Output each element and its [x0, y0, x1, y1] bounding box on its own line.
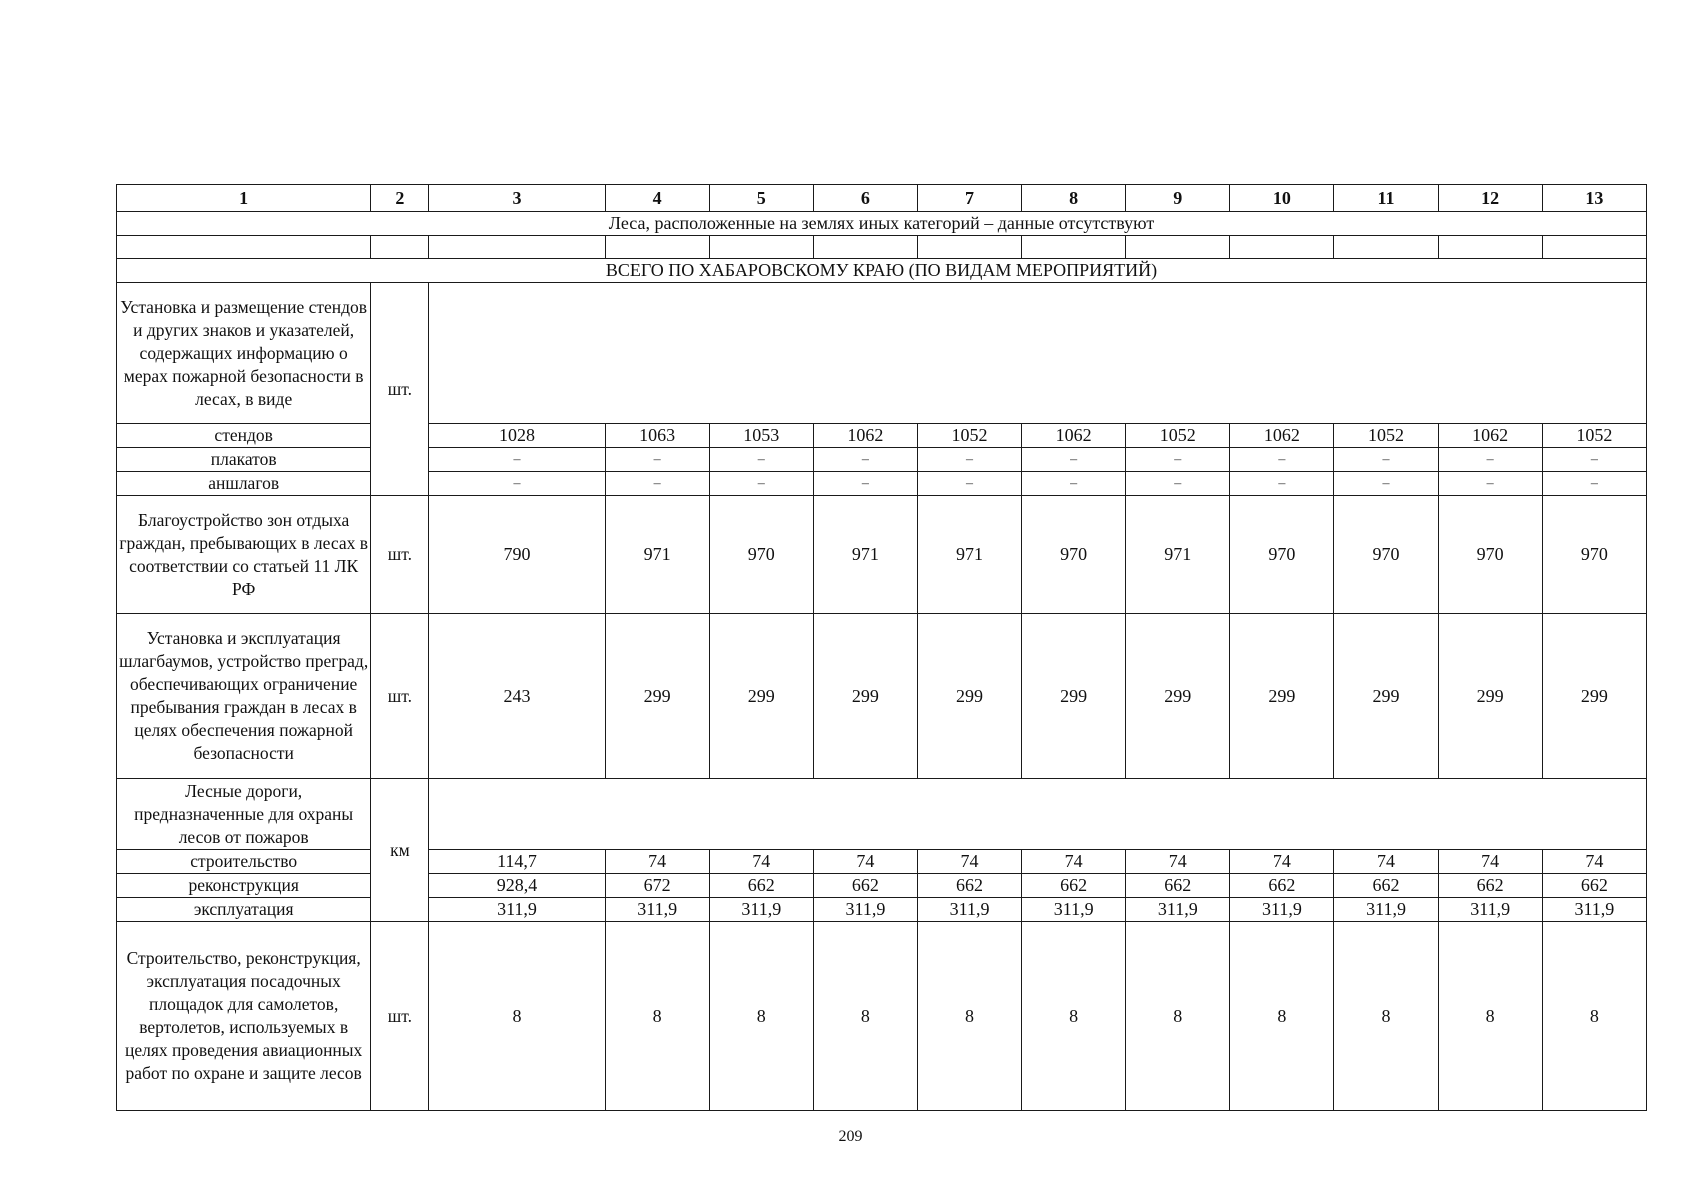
row-roads-operation [117, 898, 1647, 922]
value-cell: 74 [709, 850, 813, 874]
value-cell: – [1334, 448, 1438, 472]
value-cell: 672 [605, 874, 709, 898]
header-col-8: 8 [1022, 185, 1126, 212]
value-cell: 8 [917, 922, 1021, 1111]
value-cell: 8 [1542, 922, 1646, 1111]
banner-row-other-lands [117, 212, 1647, 236]
value-cell: – [1126, 472, 1230, 496]
value-cell: 8 [813, 922, 917, 1111]
row-rest-zones [117, 496, 1647, 614]
value-cell: 311,9 [1438, 898, 1542, 922]
value-cell: 311,9 [1230, 898, 1334, 922]
value-cell: 299 [605, 614, 709, 779]
value-cell: 311,9 [1126, 898, 1230, 922]
row-stands-stendov [117, 424, 1647, 448]
value-cell: 1062 [1022, 424, 1126, 448]
value-cell: 1052 [1334, 424, 1438, 448]
value-cell: – [813, 472, 917, 496]
value-cell: 74 [1334, 850, 1438, 874]
value-cell: 1052 [917, 424, 1021, 448]
banner-row-total [117, 259, 1647, 283]
value-cell: 299 [1542, 614, 1646, 779]
value-cell: – [1542, 448, 1646, 472]
value-cell: – [429, 448, 605, 472]
header-col-13: 13 [1542, 185, 1646, 212]
value-cell: 8 [1022, 922, 1126, 1111]
header-col-9: 9 [1126, 185, 1230, 212]
row-label-roads: Лесные дороги, предназначенные для охраны лесов от пожаров [117, 779, 371, 850]
value-cell: – [709, 472, 813, 496]
banner-other-lands: Леса, расположенные на землях иных категорий – данные отсутствуют [117, 212, 1647, 236]
row-landing-pads [117, 922, 1647, 1111]
sub-row-label: плакатов [117, 448, 371, 472]
value-cell: 662 [1334, 874, 1438, 898]
value-cell: 8 [605, 922, 709, 1111]
header-col-10: 10 [1230, 185, 1334, 212]
value-cell: 74 [605, 850, 709, 874]
value-cell: 74 [917, 850, 1021, 874]
value-cell: 971 [605, 496, 709, 614]
value-cell: 311,9 [917, 898, 1021, 922]
empty-span-cell [429, 283, 1647, 424]
empty-span-cell [429, 779, 1647, 850]
value-cell: – [429, 472, 605, 496]
page-number: 209 [838, 1128, 863, 1145]
row-stands-plakatov [117, 448, 1647, 472]
value-cell: 8 [1230, 922, 1334, 1111]
value-cell: – [1126, 448, 1230, 472]
value-cell: 8 [1126, 922, 1230, 1111]
value-cell: 8 [1334, 922, 1438, 1111]
value-cell: 8 [1438, 922, 1542, 1111]
value-cell: – [1438, 448, 1542, 472]
value-cell: – [605, 448, 709, 472]
value-cell: 74 [1126, 850, 1230, 874]
row-unit-barriers: шт. [371, 614, 429, 779]
document-sheet [116, 184, 1647, 1111]
row-stands-anshlagov [117, 472, 1647, 496]
value-cell: 1028 [429, 424, 605, 448]
value-cell: 662 [813, 874, 917, 898]
value-cell: 970 [1438, 496, 1542, 614]
value-cell: 971 [813, 496, 917, 614]
value-cell: 74 [1230, 850, 1334, 874]
row-label-rest-zones: Благоустройство зон отдыха граждан, пребывающих в лесах в соответствии со статьей 11 ЛК РФ [117, 496, 371, 614]
value-cell: 243 [429, 614, 605, 779]
forest-fire-measures-table [116, 184, 1647, 1111]
row-unit-stands: шт. [371, 283, 429, 496]
row-unit-roads: км [371, 779, 429, 922]
sub-row-label: эксплуатация [117, 898, 371, 922]
header-row [117, 185, 1647, 212]
row-label-stands: Установка и размещение стендов и других знаков и указателей, содержащих информацию о мерах пожарной безопасности в лесах, в виде [117, 283, 371, 424]
value-cell: 74 [1022, 850, 1126, 874]
value-cell: 790 [429, 496, 605, 614]
value-cell: 1062 [1438, 424, 1542, 448]
value-cell: 662 [709, 874, 813, 898]
value-cell: 8 [709, 922, 813, 1111]
blank-row [117, 236, 1647, 259]
value-cell: 1062 [1230, 424, 1334, 448]
value-cell: 662 [1542, 874, 1646, 898]
value-cell: – [1438, 472, 1542, 496]
value-cell: 662 [917, 874, 1021, 898]
value-cell: – [917, 472, 1021, 496]
header-col-5: 5 [709, 185, 813, 212]
row-roads-construction [117, 850, 1647, 874]
value-cell: 928,4 [429, 874, 605, 898]
value-cell: 970 [1334, 496, 1438, 614]
value-cell: 299 [917, 614, 1021, 779]
value-cell: 311,9 [1334, 898, 1438, 922]
header-col-3: 3 [429, 185, 605, 212]
value-cell: 114,7 [429, 850, 605, 874]
value-cell: 970 [709, 496, 813, 614]
value-cell: 971 [1126, 496, 1230, 614]
value-cell: 970 [1230, 496, 1334, 614]
value-cell: 299 [1022, 614, 1126, 779]
value-cell: 1052 [1542, 424, 1646, 448]
row-barriers [117, 614, 1647, 779]
value-cell: 74 [813, 850, 917, 874]
value-cell: 299 [1334, 614, 1438, 779]
banner-total: ВСЕГО ПО ХАБАРОВСКОМУ КРАЮ (ПО ВИДАМ МЕРОПРИЯТИЙ) [117, 259, 1647, 283]
value-cell: 311,9 [1542, 898, 1646, 922]
header-col-6: 6 [813, 185, 917, 212]
value-cell: 1063 [605, 424, 709, 448]
value-cell: 662 [1126, 874, 1230, 898]
value-cell: – [709, 448, 813, 472]
value-cell: 311,9 [1022, 898, 1126, 922]
value-cell: 311,9 [813, 898, 917, 922]
row-unit-rest-zones: шт. [371, 496, 429, 614]
value-cell: 74 [1438, 850, 1542, 874]
value-cell: 299 [1126, 614, 1230, 779]
value-cell: 1053 [709, 424, 813, 448]
value-cell: 299 [709, 614, 813, 779]
value-cell: 8 [429, 922, 605, 1111]
value-cell: – [1230, 472, 1334, 496]
sub-row-label: стендов [117, 424, 371, 448]
sub-row-label: аншлагов [117, 472, 371, 496]
value-cell: 662 [1022, 874, 1126, 898]
header-col-4: 4 [605, 185, 709, 212]
row-unit-landing-pads: шт. [371, 922, 429, 1111]
value-cell: 299 [813, 614, 917, 779]
row-roads-label [117, 779, 1647, 850]
header-col-1: 1 [117, 185, 371, 212]
header-col-12: 12 [1438, 185, 1542, 212]
value-cell: 1052 [1126, 424, 1230, 448]
row-stands-label [117, 283, 1647, 424]
row-roads-reconstruction [117, 874, 1647, 898]
value-cell: 662 [1438, 874, 1542, 898]
value-cell: 662 [1230, 874, 1334, 898]
header-col-11: 11 [1334, 185, 1438, 212]
value-cell: – [605, 472, 709, 496]
value-cell: 970 [1022, 496, 1126, 614]
value-cell: 311,9 [429, 898, 605, 922]
value-cell: 971 [917, 496, 1021, 614]
value-cell: – [917, 448, 1021, 472]
value-cell: – [1542, 472, 1646, 496]
header-col-2: 2 [371, 185, 429, 212]
value-cell: 970 [1542, 496, 1646, 614]
header-col-7: 7 [917, 185, 1021, 212]
row-label-landing-pads: Строительство, реконструкция, эксплуатация посадочных площадок для самолетов, вертолетов, используемых в целях проведения авиационных работ по охране и защите лесов [117, 922, 371, 1111]
sub-row-label: реконструкция [117, 874, 371, 898]
value-cell: 311,9 [709, 898, 813, 922]
value-cell: – [1230, 448, 1334, 472]
value-cell: – [1022, 472, 1126, 496]
value-cell: 74 [1542, 850, 1646, 874]
value-cell: 299 [1438, 614, 1542, 779]
value-cell: 1062 [813, 424, 917, 448]
sub-row-label: строительство [117, 850, 371, 874]
row-label-barriers: Установка и эксплуатация шлагбаумов, устройство преград, обеспечивающих ограничение пребывания граждан в лесах в целях обеспечения пожарной безопасности [117, 614, 371, 779]
value-cell: – [1022, 448, 1126, 472]
value-cell: – [1334, 472, 1438, 496]
value-cell: 299 [1230, 614, 1334, 779]
value-cell: – [813, 448, 917, 472]
value-cell: 311,9 [605, 898, 709, 922]
